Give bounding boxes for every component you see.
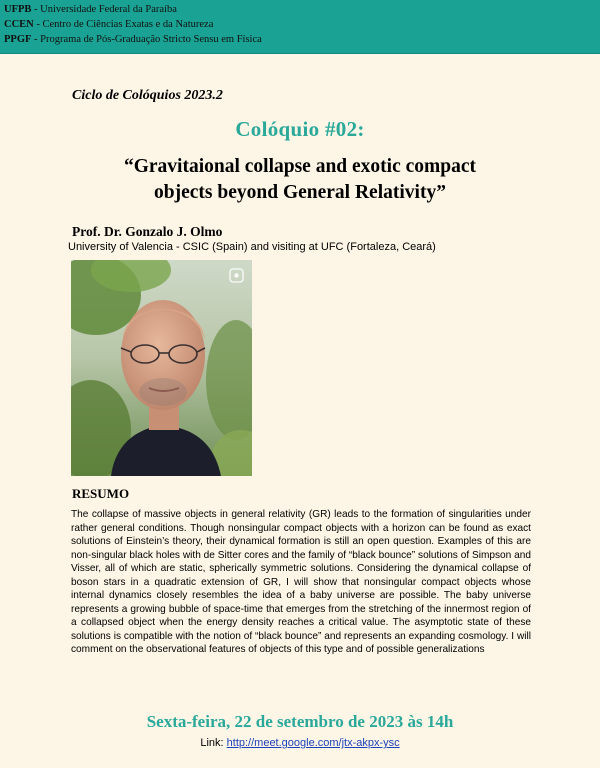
coloquio-number: Colóquio #02: (235, 117, 365, 141)
event-date: Sexta-feira, 22 de setembro de 2023 às 14h (146, 712, 454, 731)
meeting-link[interactable]: http://meet.google.com/jtx-akpx-ysc (226, 737, 400, 749)
abstract-text: The collapse of massive objects in general relativity (GR) leads to the formation of singularities under rather general conditions. Though nonsingular compact objects with a horizon can be found as exact solutions of Einstein’s theory, their dynamical formation is still an open question. Examples of this are non-singular black holes with de Sitter cores and the family of “black bounce” solutions of Simpson and Visser, all of which are static, spherically symmetric solutions. Considering the dynamical collapse of boson stars in a quadratic extension of GR, I will show that nonsingular compact objects whose internal dynamics closely resembles the idea of a baby universe are possible. The baby universe represents a growing bubble of space-time that emerges from the stretching of the innermost region of a collapsed object when the energy density reaches a critical value. The asymptotic state of these solutions is compatible with the notion of “black bounce” and represents an expanding cosmology. I will comment on the observational features of objects of this type and of possible generalizations (71, 509, 531, 655)
header-banner (0, 0, 600, 54)
speaker-name: Prof. Dr. Gonzalo J. Olmo (72, 224, 223, 239)
series-title: Ciclo de Colóquios 2023.2 (72, 88, 223, 103)
meeting-link-line (0, 737, 600, 749)
speaker-photo (71, 260, 252, 476)
talk-title-line-2: objects beyond General Relativity” (154, 182, 446, 203)
talk-title (60, 154, 540, 206)
talk-title-line-1: “Gravitaional collapse and exotic compact (123, 156, 477, 177)
link-label: Link: (200, 737, 227, 749)
speaker-affiliation: University of Valencia - CSIC (Spain) and visiting at UFC (Fortaleza, Ceará) (68, 241, 436, 253)
resumo-heading: RESUMO (72, 486, 130, 501)
header-line-ufpb: UFPB - Universidade Federal da Paraíba (4, 4, 177, 15)
header-line-ppgf: PPGF - Programa de Pós-Graduação Stricto Sensu em Física (4, 34, 262, 45)
header-line-ccen: CCEN - Centro de Ciências Exatas e da Natureza (4, 19, 214, 30)
